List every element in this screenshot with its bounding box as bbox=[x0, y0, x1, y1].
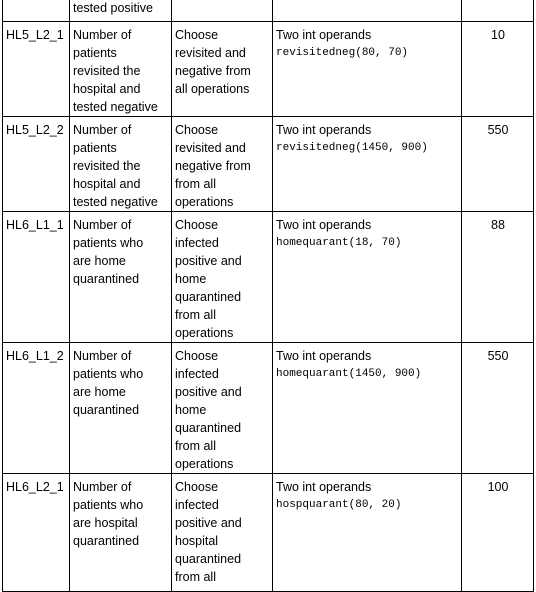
operation-line: positive and bbox=[175, 254, 242, 268]
description-line: patients who bbox=[73, 498, 144, 512]
description-line: are home bbox=[73, 385, 126, 399]
operation-line: Choose bbox=[175, 349, 219, 363]
operation-line: revisited and bbox=[175, 46, 246, 60]
row-operation bbox=[172, 0, 273, 22]
operation-line: infected bbox=[175, 367, 219, 381]
row-arguments bbox=[273, 474, 462, 592]
description-line: Number of bbox=[73, 480, 132, 494]
table-row bbox=[3, 474, 534, 592]
table-row bbox=[3, 22, 534, 117]
arguments-code: revisitedneg(1450, 900) bbox=[276, 142, 428, 154]
operation-line: revisited and bbox=[175, 141, 246, 155]
arguments-label: Two int operands bbox=[276, 218, 372, 232]
description-line: patients bbox=[73, 141, 117, 155]
operation-line: Choose bbox=[175, 28, 219, 42]
operation-line: positive and bbox=[175, 385, 242, 399]
operation-line: infected bbox=[175, 498, 219, 512]
operation-line: negative from bbox=[175, 159, 251, 173]
row-id: HL6_L1_2 bbox=[3, 343, 70, 474]
row-description bbox=[70, 0, 172, 22]
row-result: 550 bbox=[462, 343, 534, 474]
row-arguments bbox=[273, 22, 462, 117]
table-row bbox=[3, 212, 534, 343]
arguments-code: revisitedneg(80, 70) bbox=[276, 47, 409, 59]
description-line: Number of bbox=[73, 218, 132, 232]
description-line: tested positive bbox=[73, 1, 153, 15]
row-result: 10 bbox=[462, 22, 534, 117]
description-line: quarantined bbox=[73, 403, 140, 417]
description-line: quarantined bbox=[73, 272, 140, 286]
table-row bbox=[3, 343, 534, 474]
row-result: 550 bbox=[462, 117, 534, 212]
operation-line: operations bbox=[175, 195, 234, 209]
description-line: patients bbox=[73, 46, 117, 60]
operation-line: negative from bbox=[175, 64, 251, 78]
operation-line: Choose bbox=[175, 123, 219, 137]
description-line: are home bbox=[73, 254, 126, 268]
row-arguments bbox=[273, 212, 462, 343]
arguments-code: homequarant(1450, 900) bbox=[276, 368, 422, 380]
description-line: patients who bbox=[73, 367, 144, 381]
operation-line: Choose bbox=[175, 218, 219, 232]
row-operation bbox=[172, 343, 273, 474]
arguments-code: homequarant(18, 70) bbox=[276, 237, 402, 249]
description-line: patients who bbox=[73, 236, 144, 250]
description-line: tested negative bbox=[73, 100, 158, 114]
operation-line: from all bbox=[175, 177, 216, 191]
description-line: Number of bbox=[73, 123, 132, 137]
operation-line: hospital bbox=[175, 534, 219, 548]
arguments-label: Two int operands bbox=[276, 123, 372, 137]
row-operation bbox=[172, 474, 273, 592]
row-id: HL6_L1_1 bbox=[3, 212, 70, 343]
row-arguments bbox=[273, 343, 462, 474]
row-result: 100 bbox=[462, 474, 534, 592]
description-line: hospital and bbox=[73, 82, 141, 96]
row-description bbox=[70, 22, 172, 117]
description-line: revisited the bbox=[73, 159, 141, 173]
operation-line: home bbox=[175, 403, 207, 417]
row-result: 88 bbox=[462, 212, 534, 343]
operations-table bbox=[2, 0, 534, 592]
description-line: hospital and bbox=[73, 177, 141, 191]
arguments-label: Two int operands bbox=[276, 480, 372, 494]
row-operation bbox=[172, 117, 273, 212]
row-description bbox=[70, 474, 172, 592]
row-description bbox=[70, 117, 172, 212]
operation-line: from all bbox=[175, 570, 216, 584]
row-description bbox=[70, 212, 172, 343]
description-line: quarantined bbox=[73, 534, 140, 548]
operation-line: infected bbox=[175, 236, 219, 250]
row-id: HL5_L2_1 bbox=[3, 22, 70, 117]
operation-line: Choose bbox=[175, 480, 219, 494]
operation-line: operations bbox=[175, 457, 234, 471]
row-result bbox=[462, 0, 534, 22]
operation-line: from all bbox=[175, 308, 216, 322]
table-row bbox=[3, 117, 534, 212]
row-arguments bbox=[273, 0, 462, 22]
row-id: HL6_L2_1 bbox=[3, 474, 70, 592]
table-row bbox=[3, 0, 534, 22]
description-line: Number of bbox=[73, 349, 132, 363]
operation-line: quarantined bbox=[175, 290, 242, 304]
operation-line: quarantined bbox=[175, 552, 242, 566]
arguments-label: Two int operands bbox=[276, 349, 372, 363]
operation-line: from all bbox=[175, 439, 216, 453]
row-operation bbox=[172, 212, 273, 343]
operation-line: positive and bbox=[175, 516, 242, 530]
row-operation bbox=[172, 22, 273, 117]
operation-line: home bbox=[175, 272, 207, 286]
row-id bbox=[3, 0, 70, 22]
row-description bbox=[70, 343, 172, 474]
description-line: tested negative bbox=[73, 195, 158, 209]
operation-line: all operations bbox=[175, 82, 250, 96]
row-id: HL5_L2_2 bbox=[3, 117, 70, 212]
description-line: Number of bbox=[73, 28, 132, 42]
row-arguments bbox=[273, 117, 462, 212]
description-line: revisited the bbox=[73, 64, 141, 78]
description-line: are hospital bbox=[73, 516, 138, 530]
arguments-label: Two int operands bbox=[276, 28, 372, 42]
operation-line: operations bbox=[175, 326, 234, 340]
operation-line: quarantined bbox=[175, 421, 242, 435]
arguments-code: hospquarant(80, 20) bbox=[276, 499, 402, 511]
